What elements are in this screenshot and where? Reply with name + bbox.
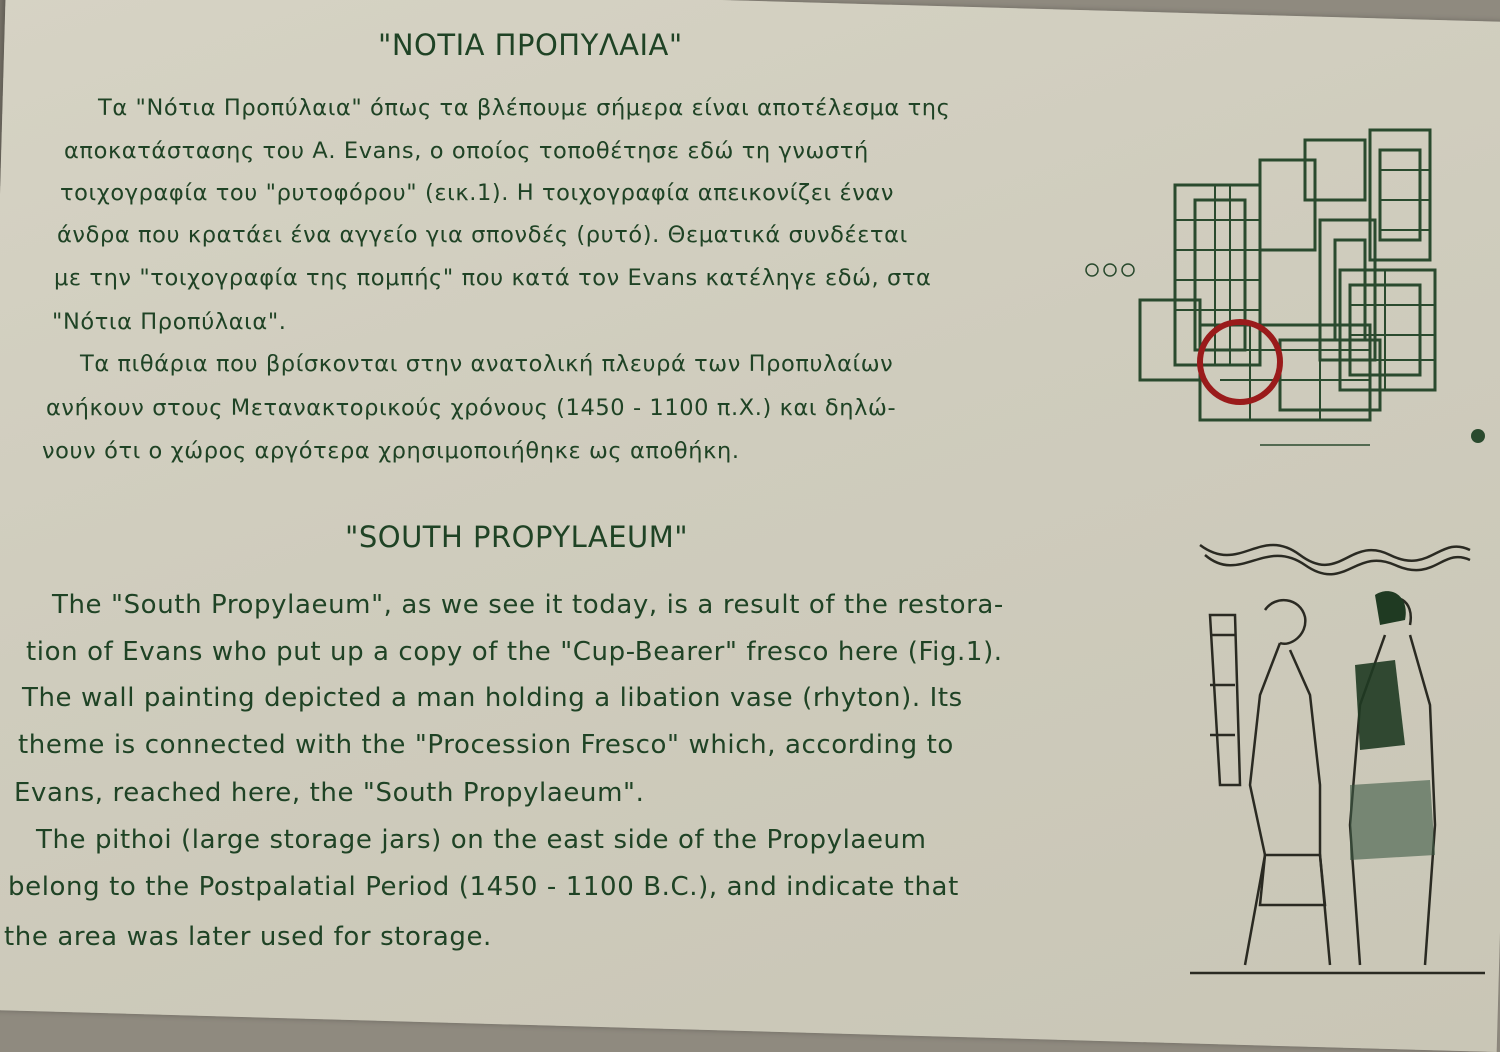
greek-line: ανήκουν στους Μετανακτορικούς χρόνους (1450 - 1100 π.Χ.) και δηλώ- xyxy=(46,395,897,421)
greek-line: Τα "Νότια Προπύλαια" όπως τα βλέπουμε σήμερα είναι αποτέλεσμα της xyxy=(98,95,951,121)
greek-line: Τα πιθάρια που βρίσκονται στην ανατολική πλευρά των Προπυλαίων xyxy=(80,351,894,377)
greek-line: με την "τοιχογραφία της πομπής" που κατά τον Evans κατέληγε εδώ, στα xyxy=(54,265,932,291)
greek-line: αποκατάστασης του Α. Evans, ο οποίος τοποθέτησε εδώ τη γνωστή xyxy=(64,138,869,164)
greek-line: νουν ότι ο χώρος αργότερα χρησιμοποιήθηκε ως αποθήκη. xyxy=(42,438,740,464)
english-line: tion of Evans who put up a copy of the "Cup-Bearer" fresco here (Fig.1). xyxy=(26,637,1003,667)
english-line: The pithoi (large storage jars) on the east side of the Propylaeum xyxy=(36,825,927,855)
greek-line: "Νότια Προπύλαια". xyxy=(52,309,287,335)
english-line: belong to the Postpalatial Period (1450 - 1100 B.C.), and indicate that xyxy=(8,872,959,902)
english-line: The "South Propylaeum", as we see it today, is a result of the restora- xyxy=(52,590,1004,620)
greek-line: τοιχογραφία του "ρυτοφόρου" (εικ.1). Η τοιχογραφία απεικονίζει έναν xyxy=(60,180,895,206)
english-line: The wall painting depicted a man holding a libation vase (rhyton). Its xyxy=(22,683,963,713)
location-highlight-circle xyxy=(1200,322,1280,402)
english-line: the area was later used for storage. xyxy=(4,922,492,952)
english-line: Evans, reached here, the "South Propylaeum". xyxy=(14,778,645,808)
cup-bearer-fresco-drawing xyxy=(1180,525,1495,980)
greek-title: "ΝΟΤΙΑ ΠΡΟΠΥΛΑΙΑ" xyxy=(378,28,683,62)
english-title: "SOUTH PROPYLAEUM" xyxy=(345,520,689,554)
palace-plan-map xyxy=(1080,100,1500,460)
north-arrow-icon xyxy=(1471,429,1485,443)
greek-line: άνδρα που κρατάει ένα αγγείο για σπονδές (ρυτό). Θεματικά συνδέεται xyxy=(57,222,908,248)
english-line: theme is connected with the "Procession Fresco" which, according to xyxy=(18,730,954,760)
